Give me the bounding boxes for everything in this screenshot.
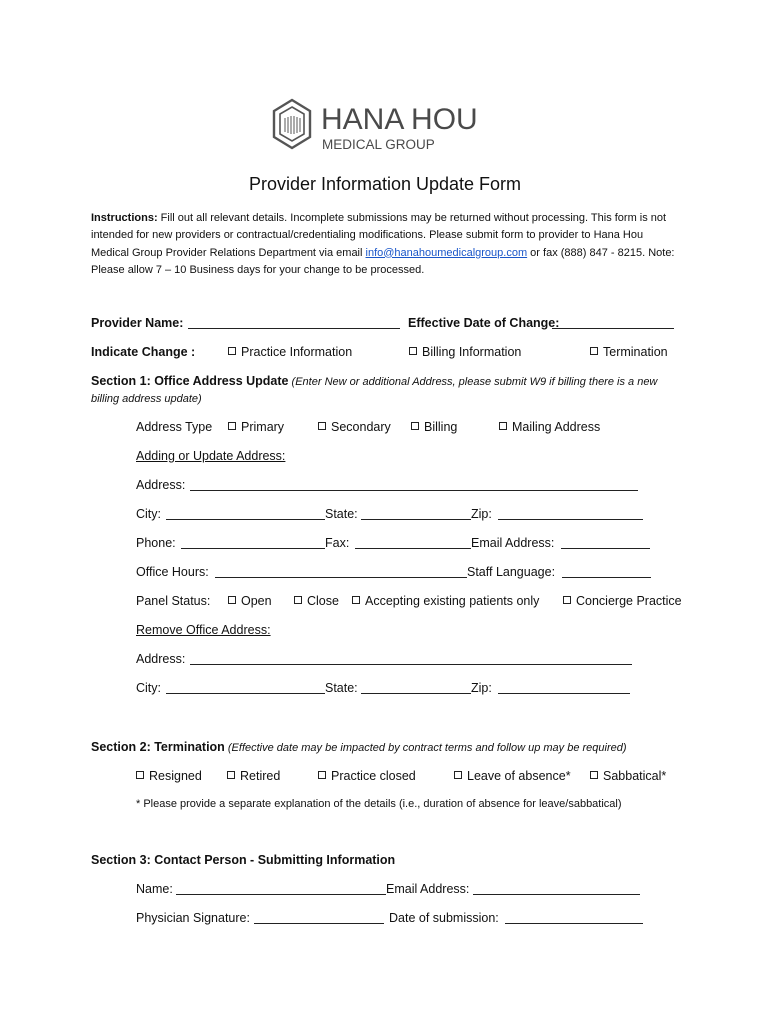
option-label: Practice Information bbox=[241, 345, 353, 359]
contact-name-label: Name: bbox=[136, 882, 173, 896]
remove-state-field[interactable] bbox=[361, 681, 471, 694]
physician-signature-label: Physician Signature: bbox=[136, 911, 250, 925]
checkbox-icon bbox=[228, 422, 236, 430]
phone-field[interactable] bbox=[181, 536, 325, 549]
option-label: Secondary bbox=[331, 420, 391, 434]
address-type-primary[interactable] bbox=[228, 420, 284, 434]
checkbox-icon bbox=[454, 771, 462, 779]
checkbox-icon bbox=[499, 422, 507, 430]
option-termination[interactable] bbox=[590, 345, 668, 359]
panel-close[interactable] bbox=[294, 594, 339, 608]
panel-accepting-existing[interactable] bbox=[352, 594, 539, 608]
checkbox-icon bbox=[409, 347, 417, 355]
form-title: Provider Information Update Form bbox=[248, 174, 522, 194]
address-label: Address: bbox=[136, 478, 186, 492]
panel-open[interactable] bbox=[228, 594, 272, 608]
section2-heading bbox=[91, 740, 627, 754]
option-label: Mailing Address bbox=[512, 420, 601, 434]
add-update-heading: Adding or Update Address: bbox=[136, 449, 286, 463]
termination-footnote: * Please provide a separate explanation of the details (i.e., duration of absence for leave/sabbatical) bbox=[136, 798, 622, 810]
effective-date-label: Effective Date of Change: bbox=[408, 316, 560, 330]
provider-name-label: Provider Name: bbox=[91, 316, 184, 330]
option-label: Practice closed bbox=[331, 769, 416, 783]
office-hours-label: Office Hours: bbox=[136, 565, 209, 579]
logo-mark-icon bbox=[270, 98, 500, 156]
panel-status-label: Panel Status: bbox=[136, 594, 211, 608]
section1-title: Section 1: Office Address Update bbox=[91, 374, 289, 388]
state-field[interactable] bbox=[361, 507, 471, 520]
option-label: Concierge Practice bbox=[576, 594, 682, 608]
instructions-paragraph bbox=[91, 210, 681, 279]
phone-label: Phone: bbox=[136, 536, 176, 550]
option-label: Accepting existing patients only bbox=[365, 594, 540, 608]
option-billing-information[interactable] bbox=[409, 345, 521, 359]
address-type-secondary[interactable] bbox=[318, 420, 391, 434]
logo-subtitle: MEDICAL GROUP bbox=[322, 137, 435, 152]
remove-state-label: State: bbox=[325, 681, 358, 695]
checkbox-icon bbox=[352, 596, 360, 604]
physician-signature-field[interactable] bbox=[254, 911, 384, 924]
fax-field[interactable] bbox=[355, 536, 471, 549]
instructions-text: Fill out all relevant details. Incomplete submissions may be returned without processing. This form is not intended for new providers or contractual/credentialing modifications. Please submit form to provider to Hana Hou Medical Group Provider Relations Department via email bbox=[91, 212, 667, 259]
remove-zip-field[interactable] bbox=[498, 681, 630, 694]
checkbox-icon bbox=[318, 422, 326, 430]
indicate-change-label: Indicate Change : bbox=[91, 345, 196, 359]
remove-address-heading: Remove Office Address: bbox=[136, 623, 271, 637]
fax-label: Fax: bbox=[325, 536, 350, 550]
panel-concierge[interactable] bbox=[563, 594, 682, 608]
contact-name-field[interactable] bbox=[176, 882, 386, 895]
checkbox-icon bbox=[136, 771, 144, 779]
email-address-label: Email Address: bbox=[471, 536, 555, 550]
checkbox-icon bbox=[563, 596, 571, 604]
address-type-billing[interactable] bbox=[411, 420, 457, 434]
contact-email-field[interactable] bbox=[473, 882, 640, 895]
option-label: Open bbox=[241, 594, 272, 608]
city-field[interactable] bbox=[166, 507, 325, 520]
termination-practice-closed[interactable] bbox=[318, 769, 416, 783]
checkbox-icon bbox=[318, 771, 326, 779]
date-of-submission-field[interactable] bbox=[505, 911, 643, 924]
section1-note-cont: billing address update) bbox=[91, 393, 202, 405]
checkbox-icon bbox=[590, 771, 598, 779]
option-label: Sabbatical* bbox=[603, 769, 667, 783]
remove-address-field[interactable] bbox=[190, 652, 632, 665]
termination-leave-of-absence[interactable] bbox=[454, 769, 571, 783]
option-label: Close bbox=[307, 594, 339, 608]
date-of-submission-label: Date of submission: bbox=[389, 911, 499, 925]
checkbox-icon bbox=[228, 347, 236, 355]
zip-field[interactable] bbox=[498, 507, 643, 520]
section2-note: (Effective date may be impacted by contract terms and follow up may be required) bbox=[224, 742, 627, 754]
address-type-mailing[interactable] bbox=[499, 420, 600, 434]
termination-sabbatical[interactable] bbox=[590, 769, 666, 783]
remove-city-field[interactable] bbox=[166, 681, 325, 694]
address-type-label: Address Type bbox=[136, 420, 213, 434]
option-label: Billing Information bbox=[422, 345, 522, 359]
email-address-field[interactable] bbox=[561, 536, 650, 549]
option-label: Billing bbox=[424, 420, 458, 434]
contact-email-label: Email Address: bbox=[386, 882, 470, 896]
section1-heading bbox=[91, 374, 657, 388]
section3-title: Section 3: Contact Person - Submitting Information bbox=[91, 853, 396, 867]
hana-hou-logo bbox=[270, 98, 500, 159]
email-link[interactable]: info@hanahoumedicalgroup.com bbox=[365, 246, 528, 259]
logo-name: HANA HOU bbox=[321, 103, 478, 136]
office-hours-field[interactable] bbox=[215, 565, 467, 578]
section1-note: (Enter New or additional Address, please submit W9 if billing there is a new bbox=[288, 376, 658, 388]
option-label: Termination bbox=[603, 345, 668, 359]
remove-zip-label: Zip: bbox=[471, 681, 492, 695]
checkbox-icon bbox=[590, 347, 598, 355]
option-label: Primary bbox=[241, 420, 285, 434]
option-label: Resigned bbox=[149, 769, 202, 783]
instructions-text-end: or fax (888) 847 - 8215. Note: Please allow 7 – 10 Business days for your change to be processed. bbox=[91, 246, 675, 276]
state-label: State: bbox=[325, 507, 358, 521]
option-practice-information[interactable] bbox=[228, 345, 352, 359]
effective-date-field[interactable] bbox=[552, 316, 674, 329]
termination-resigned[interactable] bbox=[136, 769, 202, 783]
provider-name-field[interactable] bbox=[188, 316, 400, 329]
checkbox-icon bbox=[411, 422, 419, 430]
city-label: City: bbox=[136, 507, 161, 521]
staff-language-label: Staff Language: bbox=[467, 565, 556, 579]
section2-title: Section 2: Termination bbox=[91, 740, 225, 754]
remove-address-label: Address: bbox=[136, 652, 186, 666]
option-label: Leave of absence* bbox=[467, 769, 571, 783]
zip-label: Zip: bbox=[471, 507, 492, 521]
checkbox-icon bbox=[228, 596, 236, 604]
instructions-label: Instructions: bbox=[91, 212, 158, 224]
termination-retired[interactable] bbox=[227, 769, 280, 783]
staff-language-field[interactable] bbox=[562, 565, 651, 578]
address-field[interactable] bbox=[190, 478, 638, 491]
remove-city-label: City: bbox=[136, 681, 161, 695]
option-label: Retired bbox=[240, 769, 281, 783]
checkbox-icon bbox=[294, 596, 302, 604]
checkbox-icon bbox=[227, 771, 235, 779]
